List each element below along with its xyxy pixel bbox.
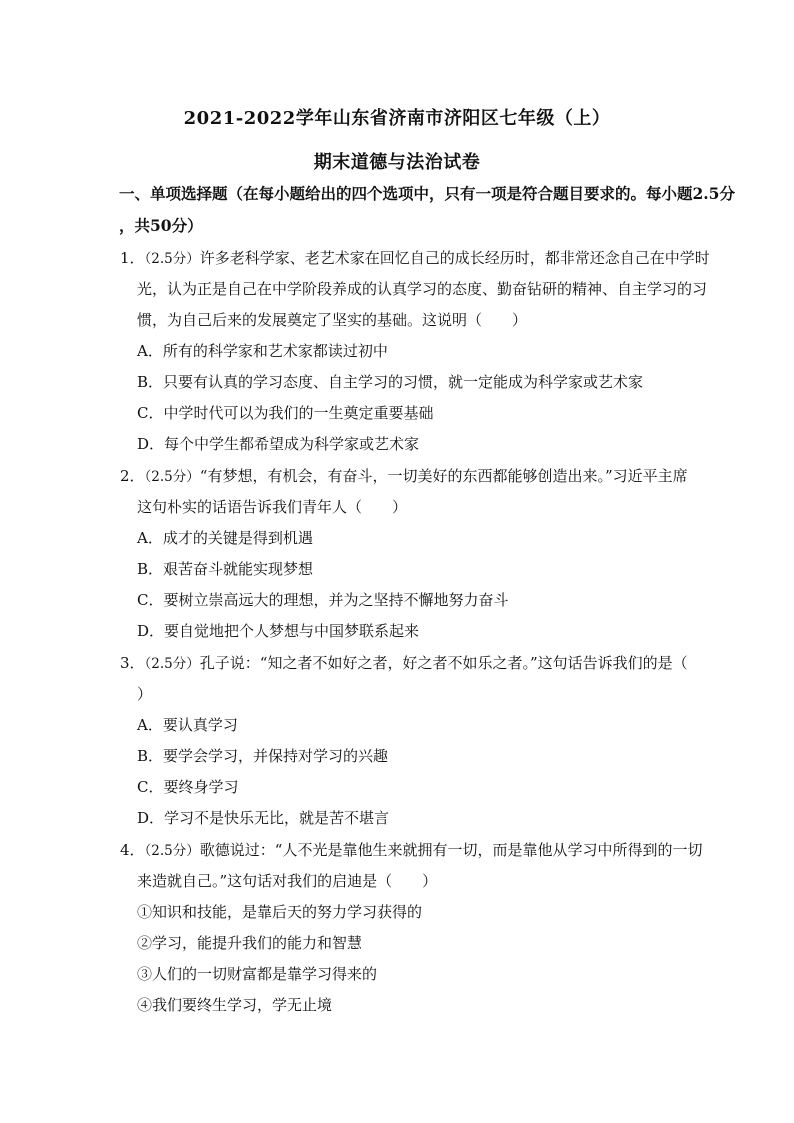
question-1-line-1: [120, 248, 710, 269]
question-4-statement-2: ②学习，能提升我们的能力和智慧: [137, 934, 363, 952]
question-2-option-a: A．成才的关键是得到机遇: [137, 529, 313, 547]
exam-subtitle: 期末道德与法治试卷: [313, 152, 481, 173]
question-4-line-2: 来造就自己。”这句话对我们的启迪是（ ）: [137, 872, 438, 890]
question-3-option-a: A．要认真学习: [137, 716, 238, 734]
question-1-option-c: C．中学时代可以为我们的一生奠定重要基础: [137, 404, 434, 422]
question-score: （2.5分）: [144, 251, 200, 267]
question-3-line-1: [120, 653, 688, 674]
question-stem: 歌德说过：“人不光是靠他生来就拥有一切，而是靠他从学习中所得到的一切: [199, 841, 703, 859]
question-2-option-b: B．艰苦奋斗就能实现梦想: [137, 560, 314, 578]
question-4-statement-3: ③人们的一切财富都是靠学习得来的: [137, 965, 378, 983]
question-score: （2.5分）: [144, 843, 200, 859]
question-1-line-2: 光，认为正是自己在中学阶段养成的认真学习的态度、勤奋钻研的精神、自主学习的习: [137, 280, 708, 298]
question-4-statement-4: ④我们要终生学习，学无止境: [137, 996, 333, 1014]
question-stem: 许多老科学家、老艺术家在回忆自己的成长经历时，都非常还念自己在中学时: [199, 249, 710, 267]
question-score: （2.5分）: [144, 656, 200, 672]
question-number: 2．: [120, 467, 145, 485]
question-3-option-b: B．要学会学习，并保持对学习的兴趣: [137, 747, 389, 765]
question-4-statement-1: ①知识和技能，是靠后天的努力学习获得的: [137, 903, 423, 921]
question-number: 3．: [120, 654, 145, 672]
question-1-line-3: 惯，为自己后来的发展奠定了坚实的基础。这说明（ ）: [137, 311, 528, 329]
question-score: （2.5分）: [144, 469, 200, 485]
question-1-option-b: B．只要有认真的学习态度、自主学习的习惯，就一定能成为科学家或艺术家: [137, 373, 644, 391]
exam-title: 2021-2022学年山东省济南市济阳区七年级（上）: [183, 108, 611, 129]
question-4-line-1: [120, 840, 702, 861]
question-2-option-c: C．要树立崇高远大的理想，并为之坚持不懈地努力奋斗: [137, 591, 509, 609]
question-2-option-d: D．要自觉地把个人梦想与中国梦联系起来: [137, 622, 420, 640]
question-2-line-2: 这句朴实的话语告诉我们青年人（ ）: [137, 498, 408, 516]
question-3-option-c: C．要终身学习: [137, 778, 239, 796]
question-number: 1．: [120, 249, 145, 267]
section-heading-continued: ，共50分）: [119, 216, 203, 235]
section-heading: 一、单项选择题（在每小题给出的四个选项中，只有一项是符合题目要求的。每小题2.5分: [119, 184, 735, 203]
question-stem: “有梦想，有机会，有奋斗，一切美好的东西都能够创造出来。”习近平主席: [199, 467, 688, 485]
question-number: 4．: [120, 841, 145, 859]
question-3-option-d: D．学习不是快乐无比，就是苦不堪言: [137, 809, 390, 827]
question-2-line-1: [120, 466, 688, 487]
question-1-option-d: D．每个中学生都希望成为科学家或艺术家: [137, 435, 420, 453]
question-stem: 孔子说：“知之者不如好之者，好之者不如乐之者。”这句话告诉我们的是（: [199, 654, 688, 672]
question-1-option-a: A．所有的科学家和艺术家都读过初中: [137, 342, 388, 360]
question-3-line-2: ）: [137, 685, 153, 703]
